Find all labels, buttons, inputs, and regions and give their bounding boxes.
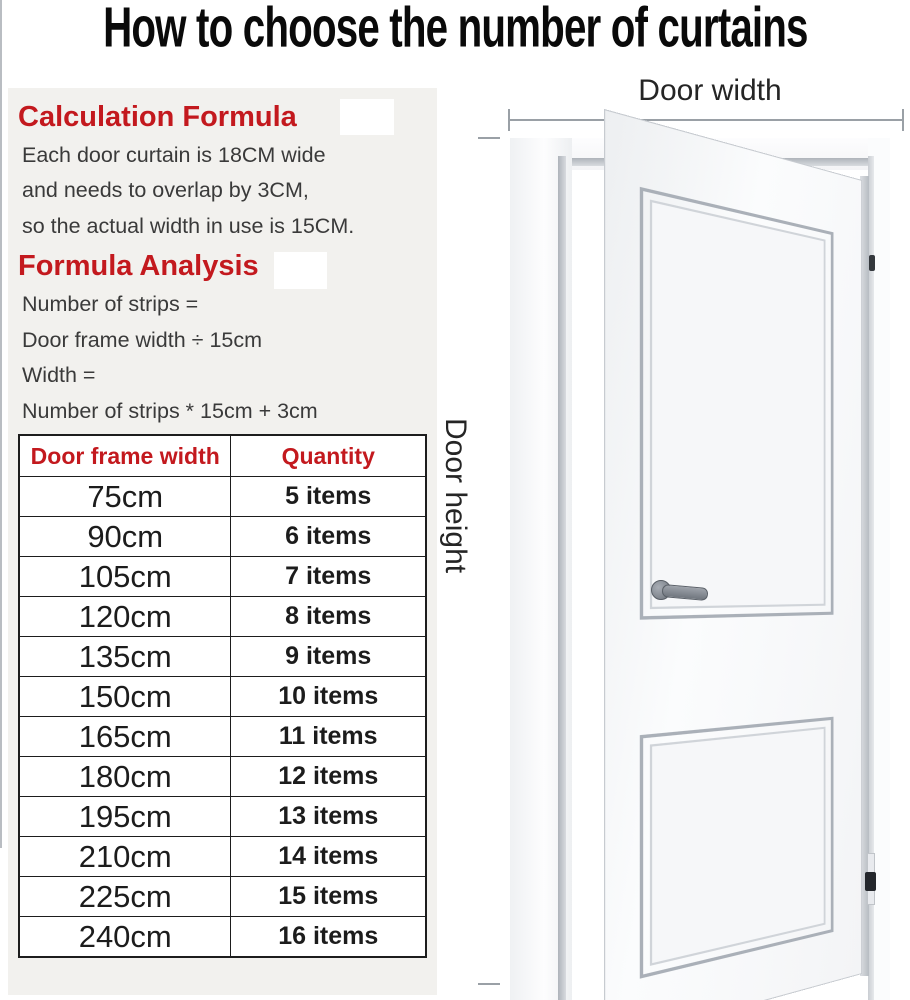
width-cell: 120cm bbox=[19, 597, 231, 637]
dimension-tick bbox=[508, 109, 510, 131]
table-row bbox=[19, 637, 426, 677]
width-cell: 240cm bbox=[19, 917, 231, 958]
white-patch bbox=[274, 252, 327, 289]
column-header-door-frame-width: Door frame width bbox=[19, 435, 231, 477]
white-patch bbox=[340, 99, 394, 135]
width-cell: 225cm bbox=[19, 877, 231, 917]
width-cell: 165cm bbox=[19, 717, 231, 757]
table-row bbox=[19, 797, 426, 837]
quantity-cell: 10 items bbox=[231, 677, 426, 717]
formula-line: so the actual width in use is 15CM. bbox=[22, 213, 355, 238]
quantity-table bbox=[18, 434, 427, 958]
table-row bbox=[19, 917, 426, 958]
door-height-dimension-line bbox=[0, 0, 2, 848]
width-cell: 75cm bbox=[19, 477, 231, 517]
dimension-tick bbox=[478, 137, 500, 139]
quantity-cell: 6 items bbox=[231, 517, 426, 557]
analysis-line: Number of strips = bbox=[22, 292, 199, 317]
door-leaf bbox=[604, 109, 862, 1000]
column-header-quantity: Quantity bbox=[231, 435, 426, 477]
door-upper-panel bbox=[640, 187, 834, 620]
info-panel bbox=[8, 88, 437, 995]
door-frame-left-jamb bbox=[510, 138, 572, 1000]
table-row bbox=[19, 477, 426, 517]
formula-line: and needs to overlap by 3CM, bbox=[22, 178, 309, 203]
quantity-cell: 16 items bbox=[231, 917, 426, 958]
door-width-dimension-line bbox=[508, 119, 904, 121]
page-title: How to choose the number of curtains bbox=[102, 0, 808, 60]
table-row bbox=[19, 677, 426, 717]
door-lower-panel-field bbox=[650, 727, 826, 966]
lock-icon bbox=[865, 872, 876, 891]
table-row bbox=[19, 837, 426, 877]
door-width-label: Door width bbox=[638, 74, 782, 107]
width-cell: 90cm bbox=[19, 517, 231, 557]
dimension-tick bbox=[902, 109, 904, 131]
door-height-label: Door height bbox=[439, 418, 472, 574]
quantity-cell: 8 items bbox=[231, 597, 426, 637]
width-cell: 105cm bbox=[19, 557, 231, 597]
formula-line: Each door curtain is 18CM wide bbox=[22, 142, 326, 167]
table-row bbox=[19, 877, 426, 917]
quantity-cell: 13 items bbox=[231, 797, 426, 837]
quantity-cell: 15 items bbox=[231, 877, 426, 917]
door-lower-panel bbox=[640, 717, 834, 979]
table-header-row bbox=[19, 435, 426, 477]
quantity-cell: 9 items bbox=[231, 637, 426, 677]
door-upper-panel-field bbox=[650, 200, 826, 610]
dimension-tick bbox=[478, 983, 500, 985]
width-cell: 180cm bbox=[19, 757, 231, 797]
table-row bbox=[19, 597, 426, 637]
width-cell: 150cm bbox=[19, 677, 231, 717]
analysis-line: Number of strips * 15cm + 3cm bbox=[22, 398, 318, 423]
width-cell: 210cm bbox=[19, 837, 231, 877]
quantity-cell: 7 items bbox=[231, 557, 426, 597]
hinge-icon bbox=[869, 255, 875, 271]
quantity-cell: 11 items bbox=[231, 717, 426, 757]
quantity-cell: 12 items bbox=[231, 757, 426, 797]
table-row bbox=[19, 717, 426, 757]
section-heading-formula-analysis: Formula Analysis bbox=[18, 250, 259, 283]
table-row bbox=[19, 757, 426, 797]
width-cell: 195cm bbox=[19, 797, 231, 837]
width-cell: 135cm bbox=[19, 637, 231, 677]
table-row bbox=[19, 557, 426, 597]
frame-molding-line bbox=[558, 156, 566, 1000]
table-row bbox=[19, 517, 426, 557]
analysis-line: Width = bbox=[22, 363, 96, 388]
quantity-cell: 14 items bbox=[231, 837, 426, 877]
analysis-line: Door frame width ÷ 15cm bbox=[22, 327, 263, 352]
quantity-cell: 5 items bbox=[231, 477, 426, 517]
page-title-wrap bbox=[0, 0, 910, 60]
section-heading-calculation-formula: Calculation Formula bbox=[18, 101, 297, 133]
